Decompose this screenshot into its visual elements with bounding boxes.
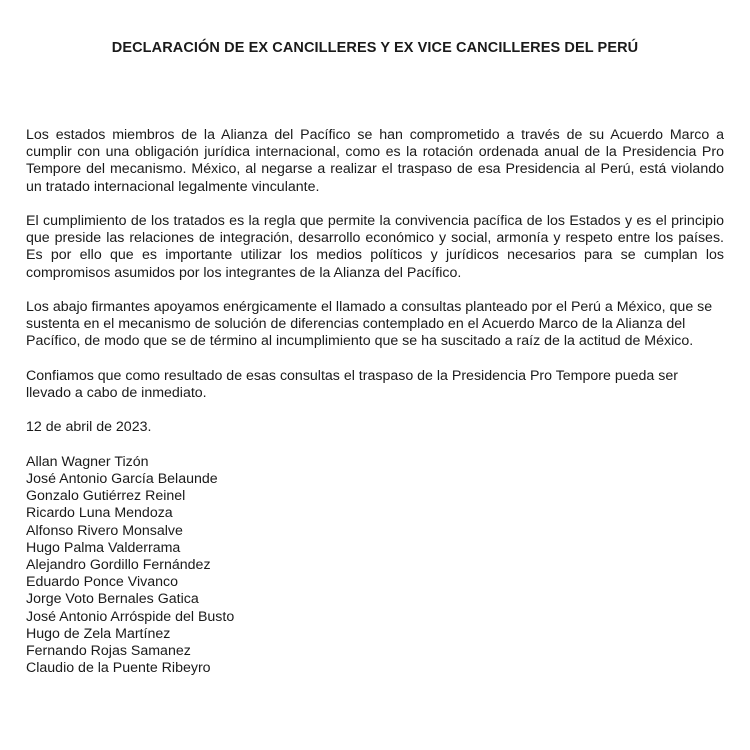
signatory: Claudio de la Puente Ribeyro: [26, 660, 211, 677]
paragraph-4: Confiamos que como resultado de esas consultas el traspaso de la Presidencia Pro Tempore pueda ser llevado a cabo de inmediato.: [26, 367, 678, 401]
signatory: José Antonio Arróspide del Busto: [26, 608, 235, 625]
signatory: Hugo de Zela Martínez: [26, 625, 171, 642]
signatory: Eduardo Ponce Vivanco: [26, 574, 178, 591]
signatory: Gonzalo Gutiérrez Reinel: [26, 488, 186, 505]
paragraph-1: Los estados miembros de la Alianza del Pacífico se han comprometido a través de su Acuerdo Marco a cumplir con una obligación jurídica internacional, como es la rotación ordenada anual de la Presidencia Pro Tempore del mecanismo. México, al negarse a realizar el traspaso de esa Presidencia al Perú, está violando un tratado internacional legalmente vinculante.: [26, 127, 724, 195]
document-body: [26, 127, 724, 677]
signatory: Fernando Rojas Samanez: [26, 643, 191, 660]
declaration-date: 12 de abril de 2023.: [26, 419, 152, 436]
signatory: Ricardo Luna Mendoza: [26, 505, 173, 522]
signatories-list: [26, 454, 724, 678]
signatory: José Antonio García Belaunde: [26, 470, 218, 487]
signatory: Allan Wagner Tizón: [26, 453, 149, 470]
document-title: DECLARACIÓN DE EX CANCILLERES Y EX VICE CANCILLERES DEL PERÚ: [111, 40, 639, 56]
paragraph-3: Los abajo firmantes apoyamos enérgicamente el llamado a consultas planteado por el Perú a México, que se sustenta en el mecanismo de solución de diferencias contemplado en el Acuerdo Marco de la Alianza del Pacífico, de modo que se de término al incumplimiento que se ha suscitado a raíz de la actitud de México.: [26, 299, 713, 350]
signatory: Hugo Palma Valderrama: [26, 539, 181, 556]
paragraph-2: El cumplimiento de los tratados es la regla que permite la convivencia pacífica de los Estados y es el principio que preside las relaciones de integración, desarrollo económico y social, armonía y respeto entre los países. Es por ello que es importante utilizar los medios políticos y jurídicos necesarios para se cumplan los compromisos asumidos por los integrantes de la Alianza del Pacífico.: [26, 213, 724, 281]
signatory: Jorge Voto Bernales Gatica: [26, 591, 199, 608]
signatory: Alfonso Rivero Monsalve: [26, 522, 183, 539]
signatory: Alejandro Gordillo Fernández: [26, 557, 211, 573]
